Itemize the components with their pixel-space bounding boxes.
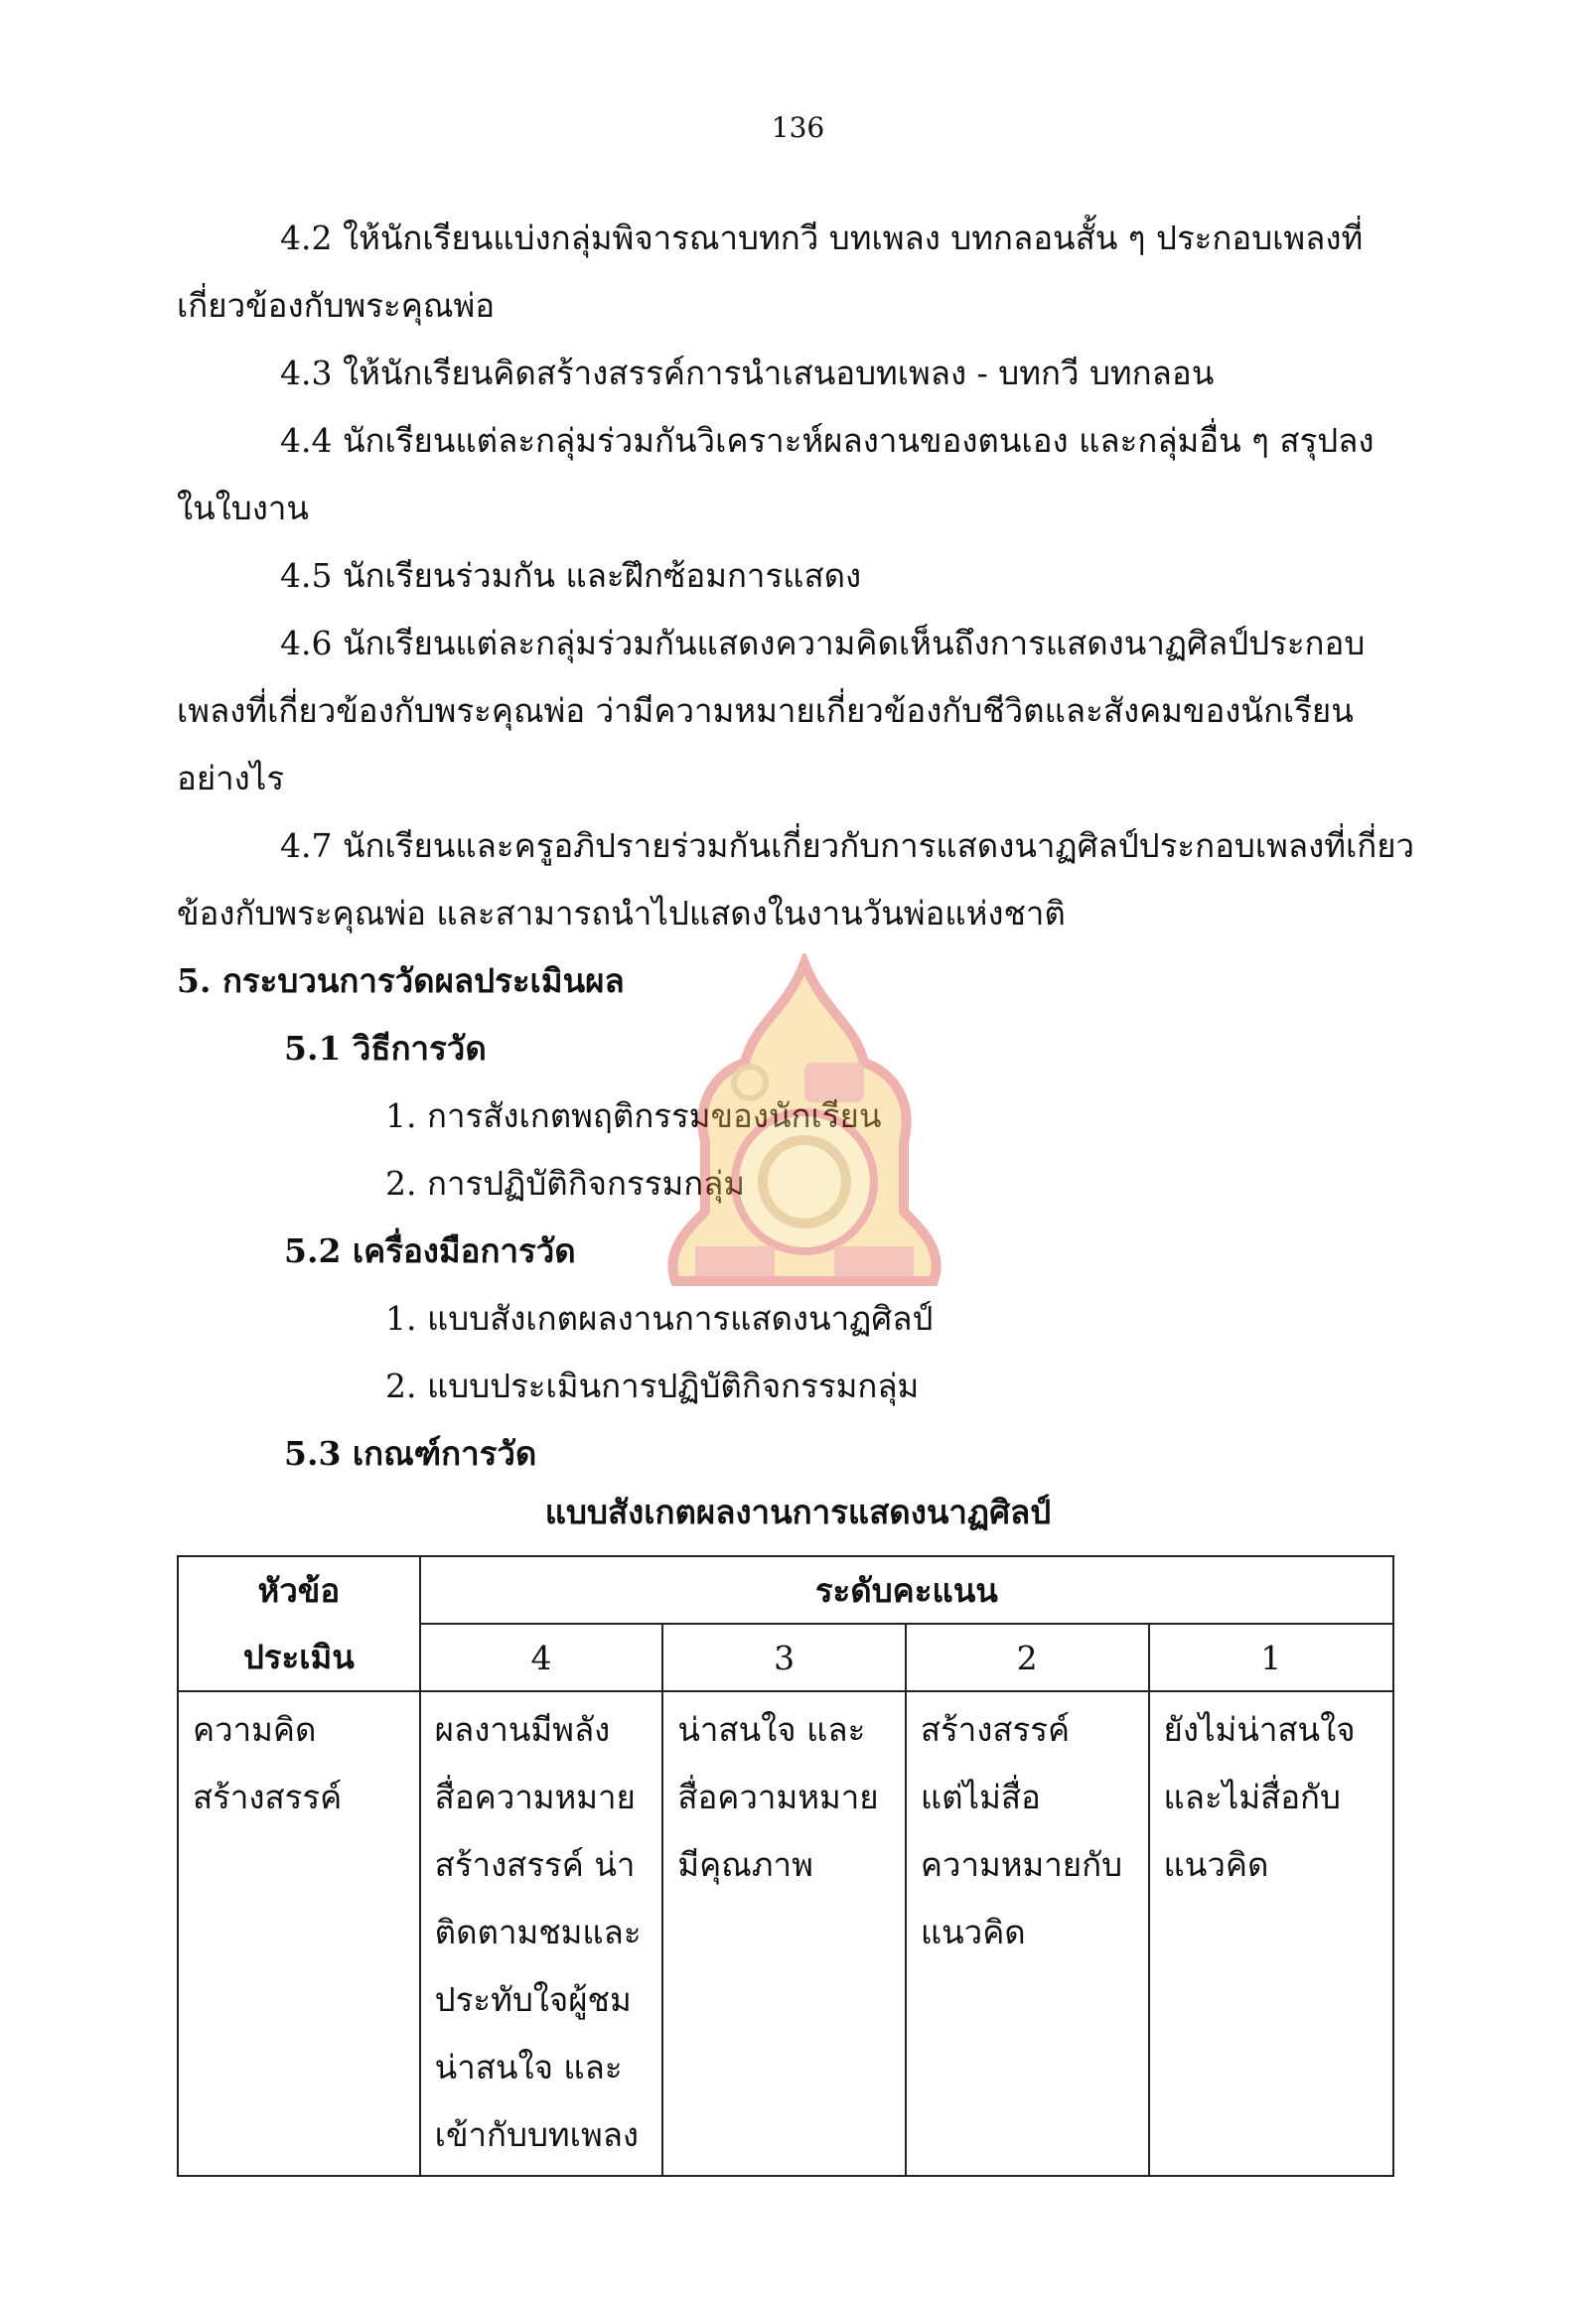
- paragraph-4-4-line-1: 4.4 นักเรียนแต่ละกลุ่มร่วมกันวิเคราะห์ผลงานของตนเอง และกลุ่มอื่น ๆ สรุปลง: [280, 421, 1375, 460]
- page-number: 136: [771, 111, 825, 144]
- section-5-2-item-2: 2. แบบประเมินการปฏิบัติกิจกรรมกลุ่ม: [385, 1367, 920, 1405]
- level-4-header: 4: [420, 1624, 663, 1691]
- header-topic-cell: หัวข้อ: [178, 1556, 420, 1624]
- level-3-header: 3: [662, 1624, 906, 1691]
- level-4-line: น่าสนใจ และ: [434, 2048, 623, 2087]
- level-4-cell: [420, 1691, 663, 2176]
- level-3-line: น่าสนใจ และ: [677, 1710, 866, 1749]
- section-5-2-item-1: 1. แบบสังเกตผลงานการแสดงนาฏศิลป์: [385, 1299, 934, 1338]
- level-4-line: สื่อความหมาย: [434, 1778, 636, 1816]
- section-5-1-heading: 5.1 วิธีการวัด: [284, 1029, 487, 1068]
- paragraph-4-2-line-1: 4.2 ให้นักเรียนแบ่งกลุ่มพิจารณาบทกวี บทเพลง บทกลอนสั้น ๆ ประกอบเพลงที่: [280, 218, 1364, 257]
- section-5-2-heading: 5.2 เครื่องมือการวัด: [284, 1231, 576, 1270]
- paragraph-4-6-line-2: เพลงที่เกี่ยวข้องกับพระคุณพ่อ ว่ามีความหมายเกี่ยวข้องกับชีวิตและสังคมของนักเรียน: [177, 691, 1354, 730]
- topic-line: ความคิด: [193, 1710, 317, 1749]
- header-score-cell: ระดับคะแนน: [420, 1556, 1393, 1624]
- level-2-line: ความหมายกับ: [920, 1845, 1123, 1884]
- level-4-line: ประทับใจผู้ชม: [434, 1980, 632, 2019]
- topic-line: สร้างสรรค์: [193, 1778, 343, 1816]
- level-1-header: 1: [1149, 1624, 1393, 1691]
- level-4-line: ผลงานมีพลัง: [434, 1710, 611, 1749]
- section-5-heading: 5. กระบวนการวัดผลประเมินผล: [177, 961, 625, 1000]
- paragraph-4-7-line-2: ข้องกับพระคุณพ่อ และสามารถนำไปแสดงในงานวันพ่อแห่งชาติ: [177, 894, 1066, 933]
- section-5-3-heading: 5.3 เกณฑ์การวัด: [284, 1434, 537, 1473]
- evaluation-table: [177, 1555, 1394, 2177]
- level-4-line: สร้างสรรค์ น่า: [434, 1845, 636, 1884]
- paragraph-4-3: 4.3 ให้นักเรียนคิดสร้างสรรค์การนำเสนอบทเพลง - บทกวี บทกลอน: [280, 354, 1215, 392]
- level-3-line: สื่อความหมาย: [677, 1778, 879, 1816]
- level-2-line: แนวคิด: [920, 1913, 1026, 1951]
- level-3-cell: [662, 1691, 906, 2176]
- paragraph-4-6-line-1: 4.6 นักเรียนแต่ละกลุ่มร่วมกันแสดงความคิดเห็นถึงการแสดงนาฏศิลป์ประกอบ: [280, 624, 1366, 662]
- level-4-line: ติดตามชมและ: [434, 1913, 642, 1951]
- paragraph-4-7-line-1: 4.7 นักเรียนและครูอภิปรายร่วมกันเกี่ยวกับการแสดงนาฏศิลป์ประกอบเพลงที่เกี่ยว: [280, 826, 1415, 865]
- section-5-1-item-2: 2. การปฏิบัติกิจกรรมกลุ่ม: [385, 1164, 746, 1203]
- level-1-line: ยังไม่น่าสนใจ: [1163, 1710, 1356, 1749]
- paragraph-4-4-line-2: ในใบงาน: [177, 489, 309, 527]
- table-header-row: [178, 1556, 1393, 1624]
- topic-cell: [178, 1691, 420, 2176]
- table-row: [178, 1691, 1393, 2176]
- paragraph-4-2-line-2: เกี่ยวข้องกับพระคุณพ่อ: [177, 286, 496, 325]
- level-2-header: 2: [906, 1624, 1149, 1691]
- paragraph-4-5: 4.5 นักเรียนร่วมกัน และฝึกซ้อมการแสดง: [280, 556, 862, 595]
- section-5-1-item-1: 1. การสังเกตพฤติกรรมของนักเรียน: [385, 1096, 882, 1135]
- table-title: แบบสังเกตผลงานการแสดงนาฏศิลป์: [544, 1493, 1052, 1531]
- level-4-line: เข้ากับบทเพลง: [434, 2115, 640, 2154]
- level-1-cell: [1149, 1691, 1393, 2176]
- level-2-cell: [906, 1691, 1149, 2176]
- emblem-watermark-icon: [655, 953, 953, 1311]
- header-topic-cell-2: ประเมิน: [178, 1624, 420, 1691]
- paragraph-4-6-line-3: อย่างไร: [177, 759, 285, 797]
- level-2-line: แต่ไม่สื่อ: [920, 1778, 1041, 1816]
- table-levels-row: [178, 1624, 1393, 1691]
- level-3-line: มีคุณภาพ: [677, 1845, 813, 1884]
- level-1-line: แนวคิด: [1163, 1845, 1269, 1884]
- level-1-line: และไม่สื่อกับ: [1163, 1778, 1341, 1816]
- level-2-line: สร้างสรรค์: [920, 1710, 1071, 1749]
